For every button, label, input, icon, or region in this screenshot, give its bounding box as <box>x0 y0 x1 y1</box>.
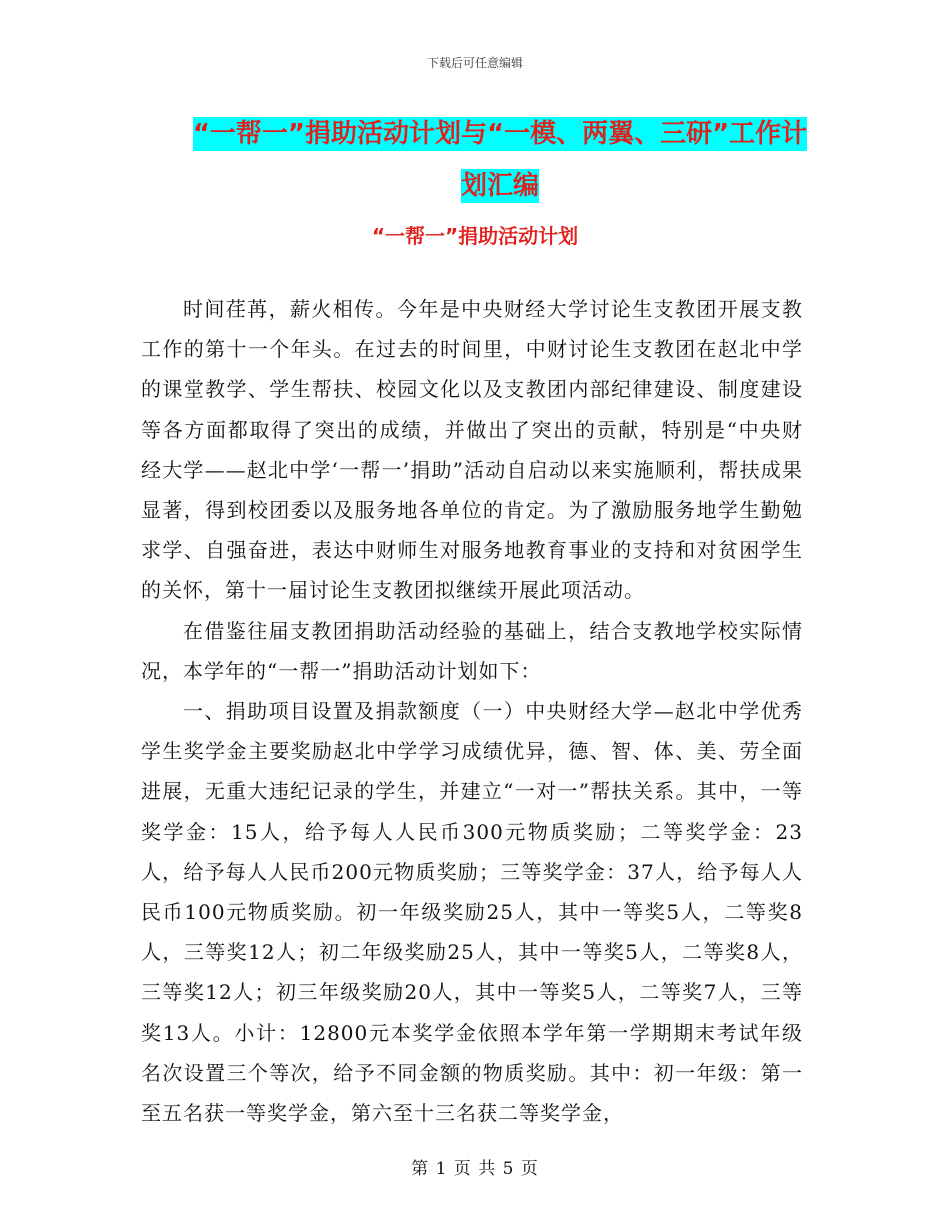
page-footer: 第 1 页 共 5 页 <box>411 1159 539 1179</box>
paragraph: 一、捐助项目设置及捐款额度（一）中央财经大学—赵北中学优秀学生奖学金主要奖励赵北中学学习成绩优异，德、智、体、美、劳全面进展，无重大违纪记录的学生，并建立“一对一”帮扶关系。其中，一等奖学金：15人，给予每人人民币300元物质奖励；二等奖学金：23人，给予每人人民币200元物质奖励；三等奖学金：37人，给予每人人民币100元物质奖励。初一年级奖励25人，其中一等奖5人，二等奖8人，三等奖12人；初二年级奖励25人，其中一等奖5人，二等奖8人，三等奖12人；初三年级奖励20人，其中一等奖5人，二等奖7人，三等奖13人。小计：12800元本奖学金依照本学年第一学期期末考试年级名次设置三个等次，给予不同金额的物质奖励。其中：初一年级：第一至五名获一等奖学金，第六至十三名获二等奖学金， <box>141 699 803 1126</box>
body-text <box>141 289 803 1133</box>
paragraph: 时间荏苒，薪火相传。今年是中央财经大学讨论生支教团开展支教工作的第十一个年头。在过去的时间里，中财讨论生支教团在赵北中学的课堂教学、学生帮扶、校园文化以及支教团内部纪律建设、制度建设等各方面都取得了突出的成绩，并做出了突出的贡献，特别是“中央财经大学——赵北中学‘一帮一’捐助”活动自启动以来实施顺利，帮扶成果显著，得到校团委以及服务地各单位的肯定。为了激励服务地学生勤勉求学、自强奋进，表达中财师生对服务地教育事业的支持和对贫困学生的关怀，第十一届讨论生支教团拟继续开展此项活动。 <box>141 297 803 603</box>
section-title: “一帮一”捐助活动计划 <box>371 224 579 248</box>
document-title <box>190 108 810 212</box>
paragraph: 在借鉴往届支教团捐助活动经验的基础上，结合支教地学校实际情况，本学年的“一帮一”捐助活动计划如下： <box>141 618 803 683</box>
document-title-text: “一帮一”捐助活动计划与“一模、两翼、三研”工作计划汇编 <box>192 119 808 201</box>
header-note: 下载后可任意编辑 <box>426 56 523 70</box>
